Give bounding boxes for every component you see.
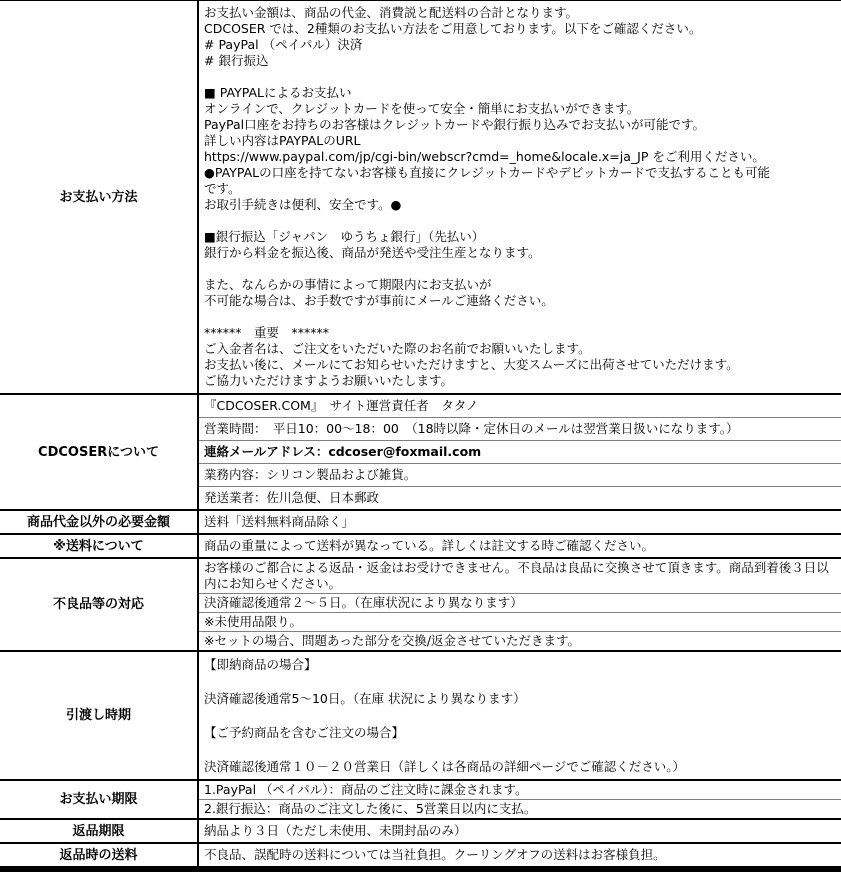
- business-hours-text: 営業時間： 平日10：00～18：00 （18時以降・定休日のメールは翌営業日扱いになります。）: [199, 418, 841, 441]
- text-line: ご協力いただけますようお願いいたします。: [204, 373, 454, 388]
- unused-only-text: ※未使用品限り。: [199, 613, 841, 632]
- set-items-text: ※セットの場合、問題あった部分を交換/返金させていただきます。: [204, 633, 581, 648]
- row-label-shipping-fee-info: ※送料について: [0, 535, 199, 557]
- delivery-time-content: [199, 652, 841, 779]
- row-defective-items: [0, 559, 841, 652]
- text-line: # PayPal （ペイパル）決済: [204, 37, 363, 52]
- text-line: お支払い金額は、商品の代金、消費説と配送料の合計となります。: [204, 5, 579, 20]
- row-return-shipping-cost: [0, 844, 841, 866]
- blank-line: [204, 261, 838, 277]
- row-payment-method: [0, 1, 841, 395]
- row-payment-deadline: [0, 781, 841, 820]
- bank-deadline-text: 2.銀行振込：商品のご注文した後に、5営業日以内に支払。: [204, 801, 537, 816]
- blank-line: [204, 673, 838, 690]
- text-line: # 銀行振込: [204, 53, 269, 68]
- blank-line: [204, 213, 838, 229]
- text-line: ご入金者名は、ご注文をいただいた際のお名前でお願いいたします。: [204, 341, 591, 356]
- site-operator-text: 『CDCOSER.COM』 サイト運営責任者 タタノ: [199, 395, 841, 418]
- text-line: ●PAYPALの口座を持てないお客様も直接にクレジットカードやデビットカードで支払することも可能: [204, 165, 771, 180]
- return-deadline-content: [199, 820, 841, 842]
- row-additional-fees: [0, 511, 841, 535]
- preorder-heading: 【ご予約商品を含むご注文の場合】: [204, 725, 405, 740]
- paypal-url-text: https://www.paypal.com/jp/cgi-bin/webscr?cmd=_home&locale.x=ja_JP をご利用ください。: [204, 149, 765, 164]
- exchange-time-text: 決済確認後通常２～５日。（在庫状況により異なります）: [199, 594, 841, 613]
- blank-line: [204, 69, 838, 85]
- row-about-cdcoser: [0, 395, 841, 511]
- row-label-defective-items: 不良品等の対応: [0, 559, 199, 650]
- blank-line: [204, 309, 838, 325]
- contact-email-text: 連絡メールアドレス：cdcoser@foxmail.com: [199, 441, 841, 464]
- text-line: オンラインで、クレジットカードを使って安全・簡単にお支払いができます。: [204, 101, 640, 116]
- blank-line: [204, 707, 838, 724]
- text-line: お取引手続きは便利、安全です。●: [204, 197, 402, 212]
- payment-method-content: [199, 1, 841, 393]
- text-line: CDCOSER では、2種類のお支払い方法をご用意しております。以下をご確認ください。: [204, 21, 702, 36]
- row-label-return-shipping-cost: 返品時の送料: [0, 844, 199, 866]
- paypal-deadline-text: 1.PayPal （ペイパル）：商品のご注文時に課金されます。: [199, 781, 841, 800]
- text-line: また、なんらかの事情によって期限内にお支払いが: [204, 277, 492, 292]
- return-shipping-cost-text: 不良品、誤配時の送料については当社負担。クーリングオフの送料はお客様負担。: [204, 847, 666, 862]
- text-line: 詳しい内容はPAYPALのURL: [204, 133, 361, 148]
- return-deadline-text: 納品より３日（ただし未使用、未開封品のみ）: [204, 823, 467, 838]
- delivery-time-text-block: [199, 652, 841, 779]
- return-shipping-cost-content: [199, 844, 841, 866]
- text-line: です。: [204, 181, 241, 196]
- row-delivery-time: [0, 652, 841, 781]
- business-description-text: 業務内容：シリコン製品および雑貨。: [199, 464, 841, 487]
- row-label-payment-method: お支払い方法: [0, 1, 199, 393]
- row-label-additional-fees: 商品代金以外の必要金額: [0, 511, 199, 533]
- blank-line: [204, 741, 838, 758]
- additional-fees-content: [199, 511, 841, 533]
- paypal-section-heading: ■ PAYPALによるお支払い: [204, 85, 352, 100]
- shipping-fee-info-text: 商品の重量によって送料が異なっている。詳しくは註文する時ご確認ください。: [204, 538, 655, 553]
- in-stock-heading: 【即納商品の場合】: [204, 657, 317, 672]
- payment-method-text-block: [199, 1, 841, 393]
- row-label-delivery-time: 引渡し時期: [0, 652, 199, 779]
- text-line: PayPal口座をお持ちのお客様はクレジットカードや銀行振り込みでお支払いが可能です。: [204, 117, 705, 132]
- row-label-payment-deadline: お支払い期限: [0, 781, 199, 818]
- defective-items-content: [199, 559, 841, 650]
- row-shipping-fee-info: [0, 535, 841, 559]
- important-notice-heading: ****** 重要 ******: [204, 325, 330, 340]
- payment-deadline-content: [199, 781, 841, 818]
- text-line: 決済確認後通常１０－２０営業日（詳しくは各商品の詳細ページでご確認ください。）: [204, 759, 686, 774]
- return-policy-text: お客様のご都合による返品・返金はお受けできません。不良品は良品に交換させて頂きます。商品到着後３日以内にお知らせください。: [199, 559, 841, 594]
- row-label-return-deadline: 返品期限: [0, 820, 199, 842]
- bank-transfer-heading: ■銀行振込「ジャパン ゆうちょ銀行」（先払い）: [204, 229, 485, 244]
- text-line: お支払い後に、メールにてお知らせいただけますと、大変スムーズに出荷させていただけます。: [204, 357, 739, 372]
- row-label-about-cdcoser: CDCOSERについて: [0, 395, 199, 509]
- about-cdcoser-content: [199, 395, 841, 509]
- shipping-fee-info-content: [199, 535, 841, 557]
- text-line: 決済確認後通常5～10日。（在庫 状況により異なります）: [204, 691, 526, 706]
- row-return-deadline: [0, 820, 841, 844]
- text-line: 銀行から料金を振込後、商品が発送や受注生産となります。: [204, 245, 541, 260]
- text-line: 不可能な場合は、お手数ですが事前にメールご連絡ください。: [204, 293, 554, 308]
- shipping-carrier-text: 発送業者：佐川急便、日本郵政: [204, 490, 380, 505]
- additional-fees-text: 送料「送料無料商品除く」: [204, 514, 355, 529]
